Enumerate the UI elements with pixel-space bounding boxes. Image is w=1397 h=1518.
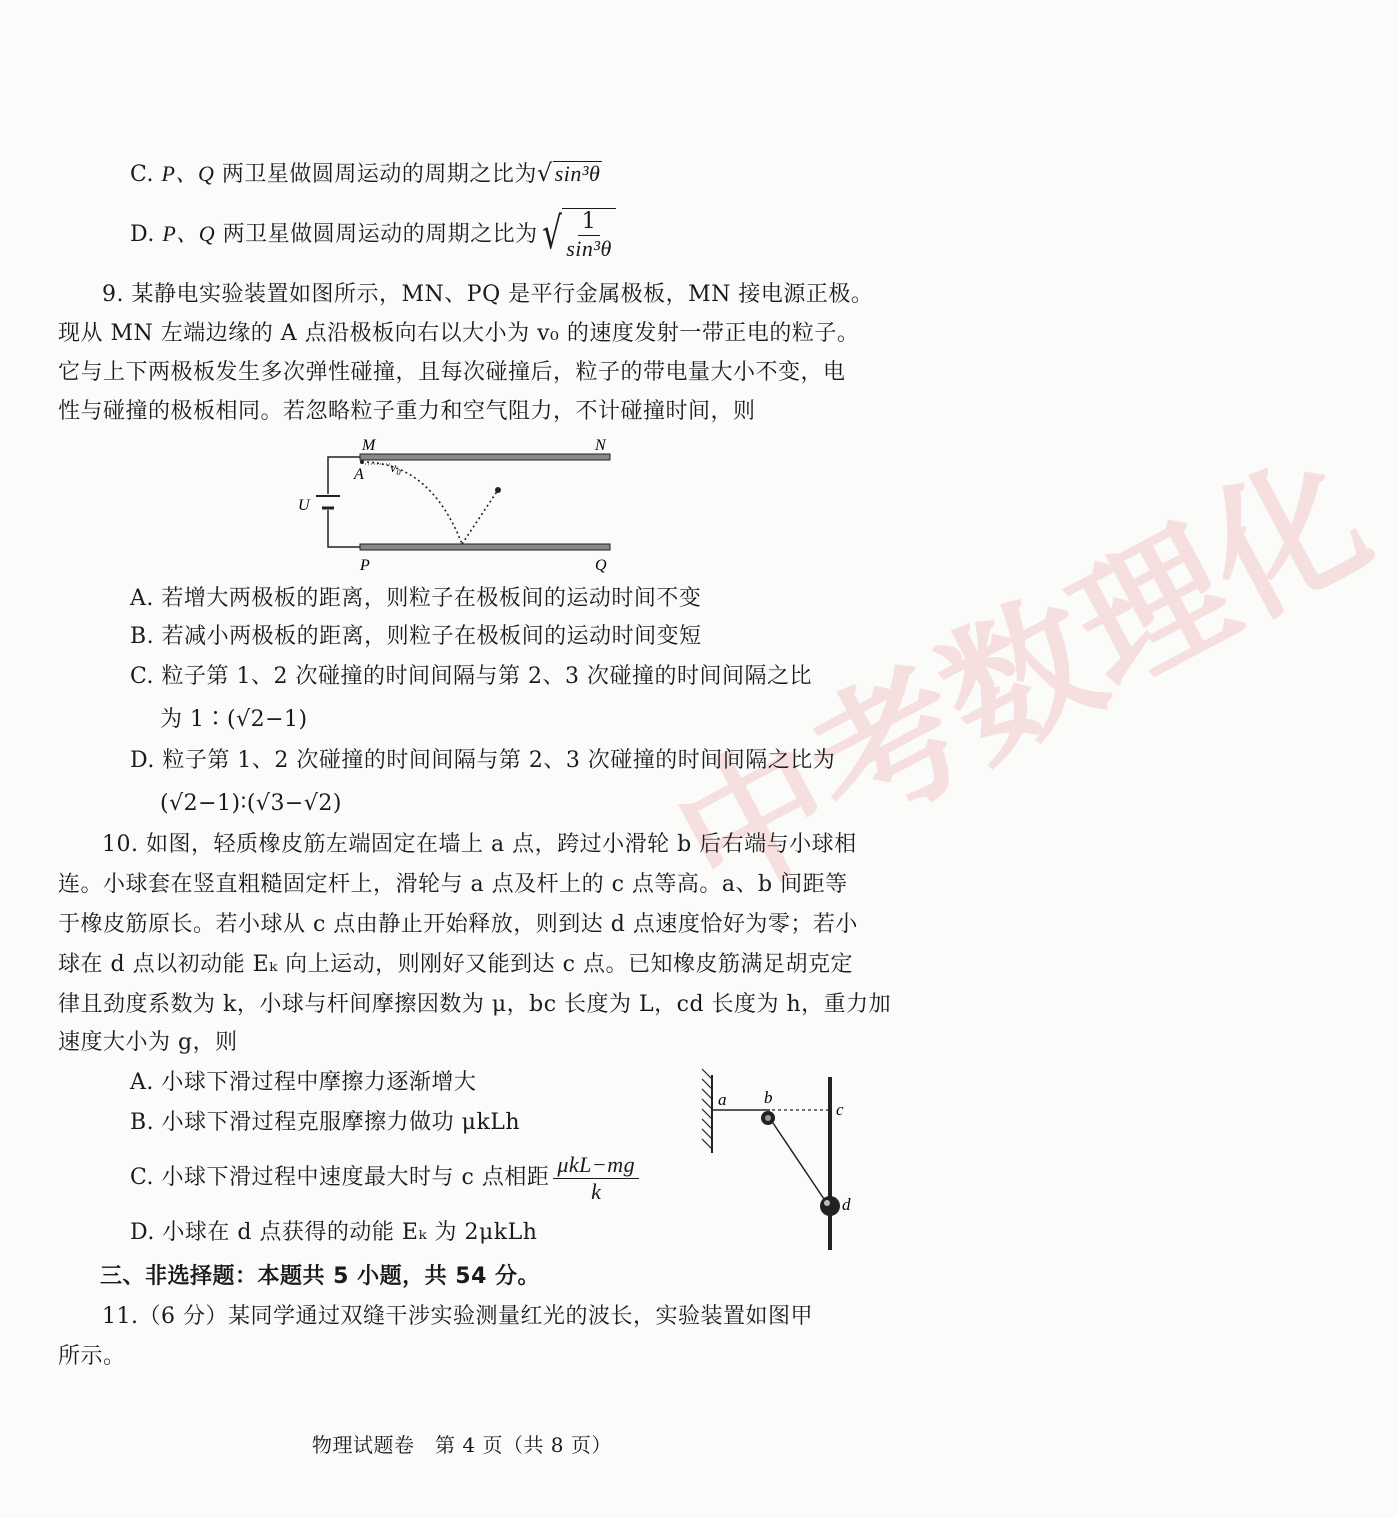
q9-option-d-line-1: D. 粒子第 1、2 次碰撞的时间间隔与第 2、3 次碰撞的时间间隔之比为 bbox=[130, 748, 836, 773]
q10-option-c-fraction: $\frac{\text{μkL−mg}}{k}$ bbox=[553, 1152, 639, 1205]
section-3-heading: 三、非选择题：本题共 5 小题，共 54 分。 bbox=[100, 1264, 541, 1289]
q10-option-c: C. 小球下滑过程中速度最大时与 c 点相距 $\frac{\text{μkL−mg}}{k}$ bbox=[130, 1148, 643, 1208]
q10-stem-line-4: 球在 d 点以初动能 Eₖ 向上运动，则刚好又能到达 c 点。已知橡皮筋满足胡克定 bbox=[58, 952, 853, 977]
q10-rubber-band-figure bbox=[690, 1065, 870, 1255]
label-u: U bbox=[298, 497, 310, 514]
trajectory-rebound bbox=[462, 490, 498, 544]
label-m: M bbox=[362, 437, 376, 454]
point-a-dot bbox=[360, 460, 364, 464]
q9-option-c-line-1: C. 粒子第 1、2 次碰撞的时间间隔与第 2、3 次碰撞的时间间隔之比 bbox=[130, 664, 812, 689]
q10-option-a: A. 小球下滑过程中摩擦力逐渐增大 bbox=[130, 1070, 477, 1095]
label-d: d bbox=[842, 1195, 851, 1214]
q8-sqrt-sin3: sin³θ bbox=[554, 161, 601, 186]
q10-stem-line-5: 律且劲度系数为 k，小球与杆间摩擦因数为 μ，bc 长度为 L，cd 长度为 h，重力加 bbox=[58, 992, 892, 1017]
label-n: N bbox=[595, 437, 606, 454]
q10-option-b: B. 小球下滑过程克服摩擦力做功 μkLh bbox=[130, 1110, 521, 1135]
label-a: A bbox=[354, 466, 364, 483]
q9-option-d-line-2: (√2−1)∶(√3−√2) bbox=[160, 791, 342, 816]
label-a: a bbox=[718, 1090, 727, 1109]
q9-stem-line-4: 性与碰撞的极板相同。若忽略粒子重力和空气阻力，不计碰撞时间，则 bbox=[58, 399, 756, 424]
q9-stem-line-1: 9. 某静电实验装置如图所示，MN、PQ 是平行金属极板，MN 接电源正极。 bbox=[102, 282, 874, 307]
label-v0: v₀ bbox=[390, 461, 402, 476]
label-p: P bbox=[360, 557, 370, 574]
q10-option-d: D. 小球在 d 点获得的动能 Eₖ 为 2μkLh bbox=[130, 1220, 538, 1245]
trajectory-arc bbox=[362, 462, 462, 544]
q9-capacitor-figure bbox=[290, 432, 630, 577]
q9-stem-line-2: 现从 MN 左端边缘的 A 点沿极板向右以大小为 v₀ 的速度发射一带正电的粒子。 bbox=[58, 321, 860, 346]
q10-stem-line-3: 于橡皮筋原长。若小球从 c 点由静止开始释放，则到达 d 点速度恰好为零；若小 bbox=[58, 912, 858, 937]
q9-option-b: B. 若减小两极板的距离，则粒子在极板间的运动时间变短 bbox=[130, 624, 702, 649]
band-bd bbox=[773, 1123, 828, 1205]
q10-stem-line-1: 10. 如图，轻质橡皮筋左端固定在墙上 a 点，跨过小滑轮 b 后右端与小球相 bbox=[102, 832, 857, 857]
q10-stem-line-2: 连。小球套在竖直粗糙固定杆上，滑轮与 a 点及杆上的 c 点等高。a、b 间距等 bbox=[58, 872, 848, 897]
label-c: c bbox=[836, 1100, 844, 1119]
particle-dot bbox=[495, 487, 501, 493]
q11-stem-line-1: 11.（6 分）某同学通过双缝干涉实验测量红光的波长，实验装置如图甲 bbox=[102, 1304, 813, 1329]
plate-pq bbox=[360, 544, 610, 550]
page-footer: 物理试题卷 第 4 页（共 8 页） bbox=[312, 1433, 612, 1457]
wall-hatching bbox=[702, 1069, 712, 1149]
q8-option-c: C. P、Q 两卫星做圆周运动的周期之比为√sin³θ bbox=[130, 159, 601, 187]
label-b: b bbox=[764, 1088, 773, 1107]
q9-option-a: A. 若增大两极板的距离，则粒子在极板间的运动时间不变 bbox=[130, 586, 702, 611]
ball-d bbox=[820, 1196, 840, 1216]
label-q: Q bbox=[595, 557, 607, 574]
q8-sqrt-fraction: √ $\frac{1}{\text{sin³θ}}$ bbox=[538, 208, 616, 262]
q11-stem-line-2: 所示。 bbox=[58, 1344, 126, 1369]
watermark: 中考数理化 bbox=[649, 427, 1394, 934]
q9-option-c-line-2: 为 1∶(√2−1) bbox=[160, 707, 308, 732]
q9-stem-line-3: 它与上下两极板发生多次弹性碰撞，且每次碰撞后，粒子的带电量大小不变，电 bbox=[58, 360, 846, 385]
q8-option-d: D. P、Q 两卫星做圆周运动的周期之比为 √ $\frac{1}{\text{sin³θ}}$ bbox=[130, 206, 616, 263]
plate-mn bbox=[360, 454, 610, 460]
q10-stem-line-6: 速度大小为 g，则 bbox=[58, 1030, 238, 1055]
q8-pq-label: P、Q bbox=[161, 161, 215, 186]
